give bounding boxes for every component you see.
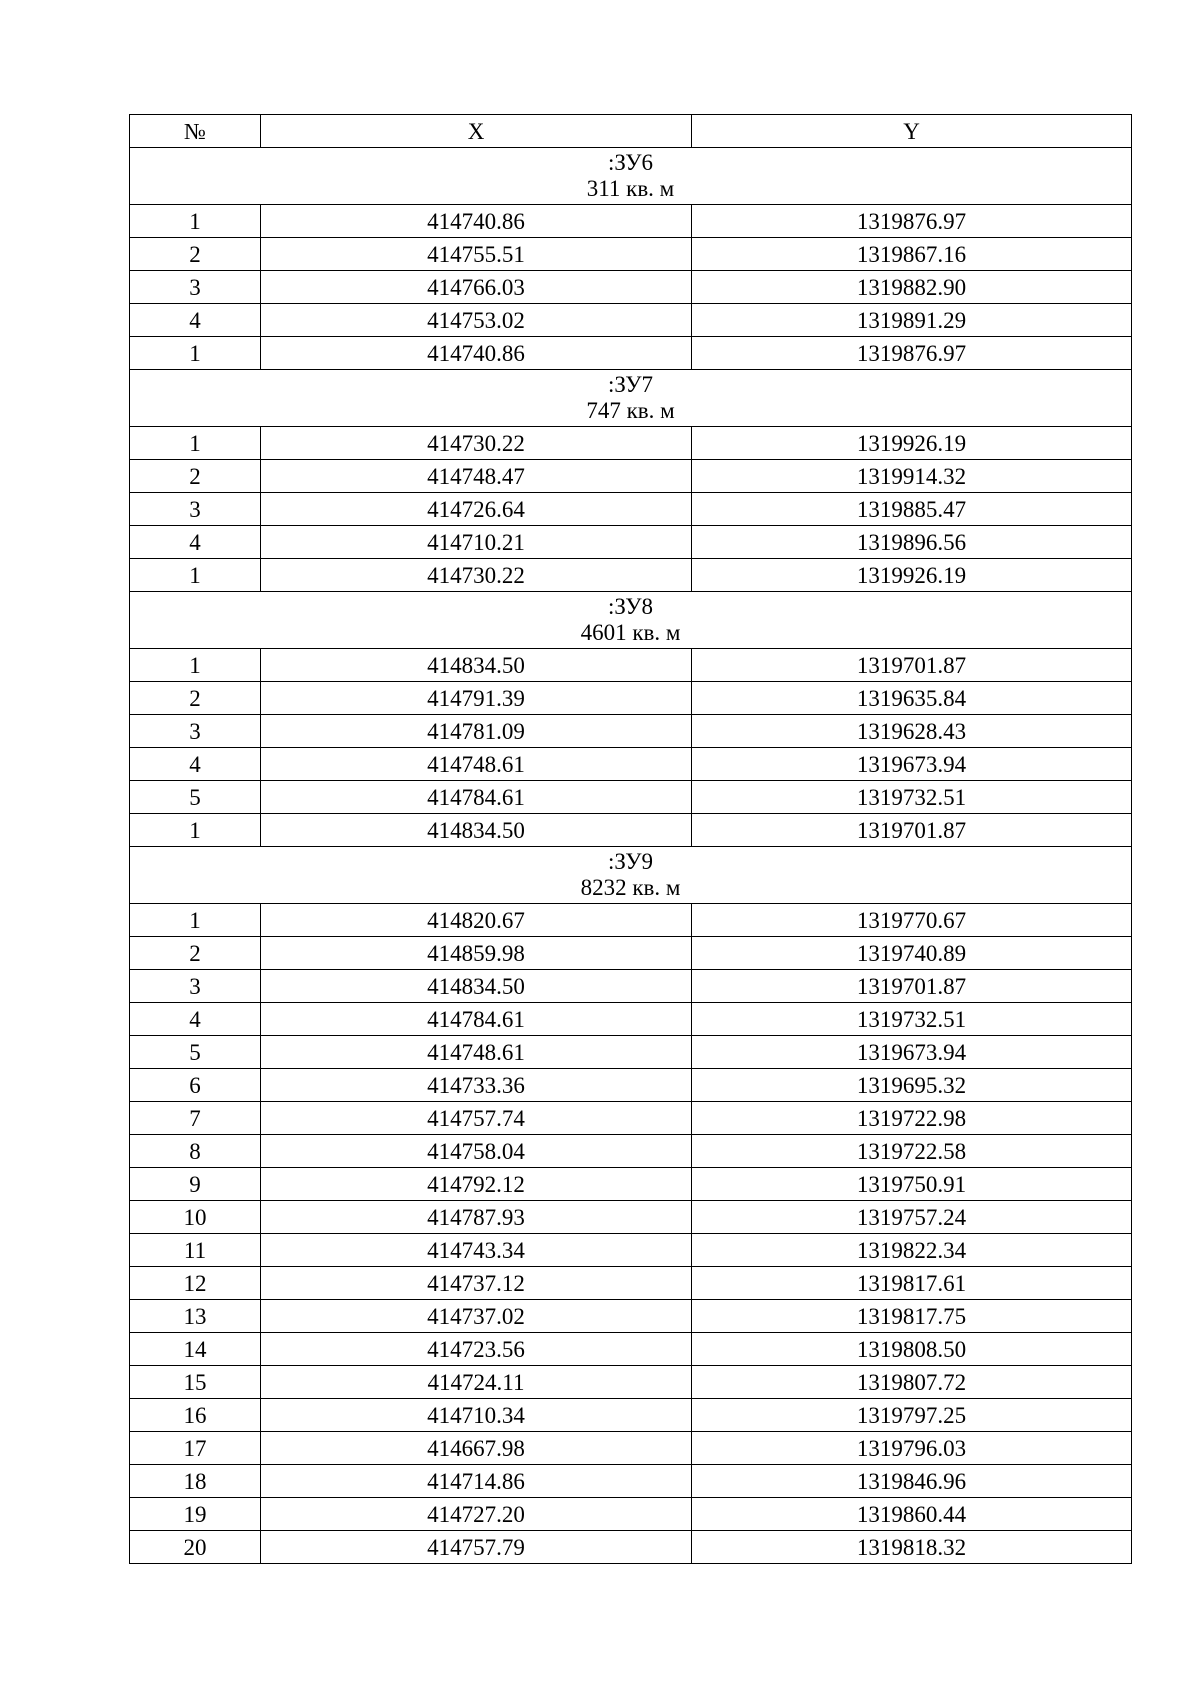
x-coordinate: 414737.12 xyxy=(261,1267,692,1300)
x-coordinate: 414723.56 xyxy=(261,1333,692,1366)
y-coordinate: 1319635.84 xyxy=(692,682,1132,715)
y-coordinate: 1319818.32 xyxy=(692,1531,1132,1564)
x-coordinate: 414748.61 xyxy=(261,1036,692,1069)
table-row xyxy=(130,937,1132,970)
y-coordinate: 1319797.25 xyxy=(692,1399,1132,1432)
point-number: 1 xyxy=(130,337,261,370)
table-row xyxy=(130,427,1132,460)
table-body xyxy=(130,148,1132,1564)
point-number: 1 xyxy=(130,205,261,238)
point-number: 7 xyxy=(130,1102,261,1135)
table-row xyxy=(130,238,1132,271)
y-coordinate: 1319885.47 xyxy=(692,493,1132,526)
point-number: 15 xyxy=(130,1366,261,1399)
point-number: 19 xyxy=(130,1498,261,1531)
y-coordinate: 1319732.51 xyxy=(692,1003,1132,1036)
point-number: 4 xyxy=(130,1003,261,1036)
table-header-row xyxy=(130,115,1132,148)
x-coordinate: 414726.64 xyxy=(261,493,692,526)
point-number: 5 xyxy=(130,781,261,814)
table-row xyxy=(130,1102,1132,1135)
point-number: 1 xyxy=(130,649,261,682)
section-name: :ЗУ9 xyxy=(607,849,654,874)
table-row xyxy=(130,1300,1132,1333)
section-header-row xyxy=(130,148,1132,205)
y-coordinate: 1319770.67 xyxy=(692,904,1132,937)
x-coordinate: 414820.67 xyxy=(261,904,692,937)
point-number: 4 xyxy=(130,526,261,559)
section-header xyxy=(130,592,1132,649)
x-coordinate: 414757.79 xyxy=(261,1531,692,1564)
y-coordinate: 1319807.72 xyxy=(692,1366,1132,1399)
y-coordinate: 1319673.94 xyxy=(692,748,1132,781)
point-number: 9 xyxy=(130,1168,261,1201)
y-coordinate: 1319896.56 xyxy=(692,526,1132,559)
x-coordinate: 414834.50 xyxy=(261,970,692,1003)
x-coordinate: 414792.12 xyxy=(261,1168,692,1201)
point-number: 3 xyxy=(130,493,261,526)
section-area: 8232 кв. м xyxy=(580,875,681,900)
point-number: 20 xyxy=(130,1531,261,1564)
x-coordinate: 414714.86 xyxy=(261,1465,692,1498)
x-coordinate: 414758.04 xyxy=(261,1135,692,1168)
header-y: Y xyxy=(692,115,1132,148)
table-row xyxy=(130,526,1132,559)
x-coordinate: 414859.98 xyxy=(261,937,692,970)
y-coordinate: 1319817.61 xyxy=(692,1267,1132,1300)
y-coordinate: 1319695.32 xyxy=(692,1069,1132,1102)
section-area: 311 кв. м xyxy=(586,176,675,201)
point-number: 3 xyxy=(130,715,261,748)
y-coordinate: 1319891.29 xyxy=(692,304,1132,337)
point-number: 2 xyxy=(130,682,261,715)
x-coordinate: 414667.98 xyxy=(261,1432,692,1465)
table-row xyxy=(130,1399,1132,1432)
table-row xyxy=(130,1234,1132,1267)
x-coordinate: 414784.61 xyxy=(261,781,692,814)
y-coordinate: 1319750.91 xyxy=(692,1168,1132,1201)
x-coordinate: 414710.21 xyxy=(261,526,692,559)
table-row xyxy=(130,1069,1132,1102)
x-coordinate: 414724.11 xyxy=(261,1366,692,1399)
x-coordinate: 414727.20 xyxy=(261,1498,692,1531)
y-coordinate: 1319757.24 xyxy=(692,1201,1132,1234)
table-row xyxy=(130,1333,1132,1366)
x-coordinate: 414766.03 xyxy=(261,271,692,304)
table-row xyxy=(130,1267,1132,1300)
y-coordinate: 1319860.44 xyxy=(692,1498,1132,1531)
table-row xyxy=(130,271,1132,304)
section-name: :ЗУ8 xyxy=(607,594,654,619)
point-number: 13 xyxy=(130,1300,261,1333)
point-number: 14 xyxy=(130,1333,261,1366)
point-number: 2 xyxy=(130,937,261,970)
section-header xyxy=(130,370,1132,427)
point-number: 17 xyxy=(130,1432,261,1465)
x-coordinate: 414710.34 xyxy=(261,1399,692,1432)
point-number: 1 xyxy=(130,904,261,937)
header-x: X xyxy=(261,115,692,148)
y-coordinate: 1319701.87 xyxy=(692,970,1132,1003)
table-row xyxy=(130,559,1132,592)
point-number: 8 xyxy=(130,1135,261,1168)
table-row xyxy=(130,337,1132,370)
table-row xyxy=(130,1201,1132,1234)
y-coordinate: 1319846.96 xyxy=(692,1465,1132,1498)
y-coordinate: 1319722.58 xyxy=(692,1135,1132,1168)
table-row xyxy=(130,1003,1132,1036)
x-coordinate: 414730.22 xyxy=(261,559,692,592)
x-coordinate: 414781.09 xyxy=(261,715,692,748)
table-row xyxy=(130,814,1132,847)
y-coordinate: 1319722.98 xyxy=(692,1102,1132,1135)
x-coordinate: 414740.86 xyxy=(261,337,692,370)
x-coordinate: 414791.39 xyxy=(261,682,692,715)
table-row xyxy=(130,748,1132,781)
point-number: 10 xyxy=(130,1201,261,1234)
section-header-row xyxy=(130,847,1132,904)
y-coordinate: 1319673.94 xyxy=(692,1036,1132,1069)
y-coordinate: 1319876.97 xyxy=(692,205,1132,238)
x-coordinate: 414748.61 xyxy=(261,748,692,781)
point-number: 1 xyxy=(130,814,261,847)
y-coordinate: 1319876.97 xyxy=(692,337,1132,370)
x-coordinate: 414733.36 xyxy=(261,1069,692,1102)
x-coordinate: 414834.50 xyxy=(261,814,692,847)
x-coordinate: 414753.02 xyxy=(261,304,692,337)
y-coordinate: 1319740.89 xyxy=(692,937,1132,970)
y-coordinate: 1319867.16 xyxy=(692,238,1132,271)
point-number: 2 xyxy=(130,460,261,493)
y-coordinate: 1319808.50 xyxy=(692,1333,1132,1366)
table-row xyxy=(130,1135,1132,1168)
table-row xyxy=(130,970,1132,1003)
table-row xyxy=(130,1036,1132,1069)
point-number: 4 xyxy=(130,748,261,781)
table-row xyxy=(130,1465,1132,1498)
table-row xyxy=(130,1531,1132,1564)
table-row xyxy=(130,493,1132,526)
point-number: 12 xyxy=(130,1267,261,1300)
table-row xyxy=(130,1432,1132,1465)
section-name: :ЗУ6 xyxy=(607,150,654,175)
x-coordinate: 414737.02 xyxy=(261,1300,692,1333)
x-coordinate: 414787.93 xyxy=(261,1201,692,1234)
point-number: 16 xyxy=(130,1399,261,1432)
y-coordinate: 1319701.87 xyxy=(692,649,1132,682)
x-coordinate: 414740.86 xyxy=(261,205,692,238)
table-row xyxy=(130,1168,1132,1201)
section-header-row xyxy=(130,370,1132,427)
y-coordinate: 1319882.90 xyxy=(692,271,1132,304)
point-number: 1 xyxy=(130,559,261,592)
coordinates-table xyxy=(129,114,1132,1564)
point-number: 4 xyxy=(130,304,261,337)
point-number: 6 xyxy=(130,1069,261,1102)
section-header-row xyxy=(130,592,1132,649)
table-row xyxy=(130,460,1132,493)
table-row xyxy=(130,1366,1132,1399)
y-coordinate: 1319796.03 xyxy=(692,1432,1132,1465)
x-coordinate: 414743.34 xyxy=(261,1234,692,1267)
table-row xyxy=(130,904,1132,937)
y-coordinate: 1319822.34 xyxy=(692,1234,1132,1267)
x-coordinate: 414730.22 xyxy=(261,427,692,460)
table-row xyxy=(130,649,1132,682)
section-header xyxy=(130,148,1132,205)
y-coordinate: 1319732.51 xyxy=(692,781,1132,814)
section-area: 4601 кв. м xyxy=(580,620,681,645)
table-row xyxy=(130,715,1132,748)
point-number: 2 xyxy=(130,238,261,271)
point-number: 18 xyxy=(130,1465,261,1498)
x-coordinate: 414834.50 xyxy=(261,649,692,682)
section-name: :ЗУ7 xyxy=(607,372,654,397)
point-number: 11 xyxy=(130,1234,261,1267)
table-row xyxy=(130,682,1132,715)
table-row xyxy=(130,205,1132,238)
point-number: 3 xyxy=(130,271,261,304)
section-area: 747 кв. м xyxy=(586,398,675,423)
header-number: № xyxy=(130,115,261,148)
y-coordinate: 1319926.19 xyxy=(692,559,1132,592)
point-number: 1 xyxy=(130,427,261,460)
table-row xyxy=(130,304,1132,337)
point-number: 3 xyxy=(130,970,261,1003)
x-coordinate: 414755.51 xyxy=(261,238,692,271)
point-number: 5 xyxy=(130,1036,261,1069)
table-row xyxy=(130,1498,1132,1531)
section-header xyxy=(130,847,1132,904)
y-coordinate: 1319817.75 xyxy=(692,1300,1132,1333)
y-coordinate: 1319701.87 xyxy=(692,814,1132,847)
x-coordinate: 414784.61 xyxy=(261,1003,692,1036)
x-coordinate: 414748.47 xyxy=(261,460,692,493)
y-coordinate: 1319914.32 xyxy=(692,460,1132,493)
table-row xyxy=(130,781,1132,814)
x-coordinate: 414757.74 xyxy=(261,1102,692,1135)
y-coordinate: 1319926.19 xyxy=(692,427,1132,460)
y-coordinate: 1319628.43 xyxy=(692,715,1132,748)
